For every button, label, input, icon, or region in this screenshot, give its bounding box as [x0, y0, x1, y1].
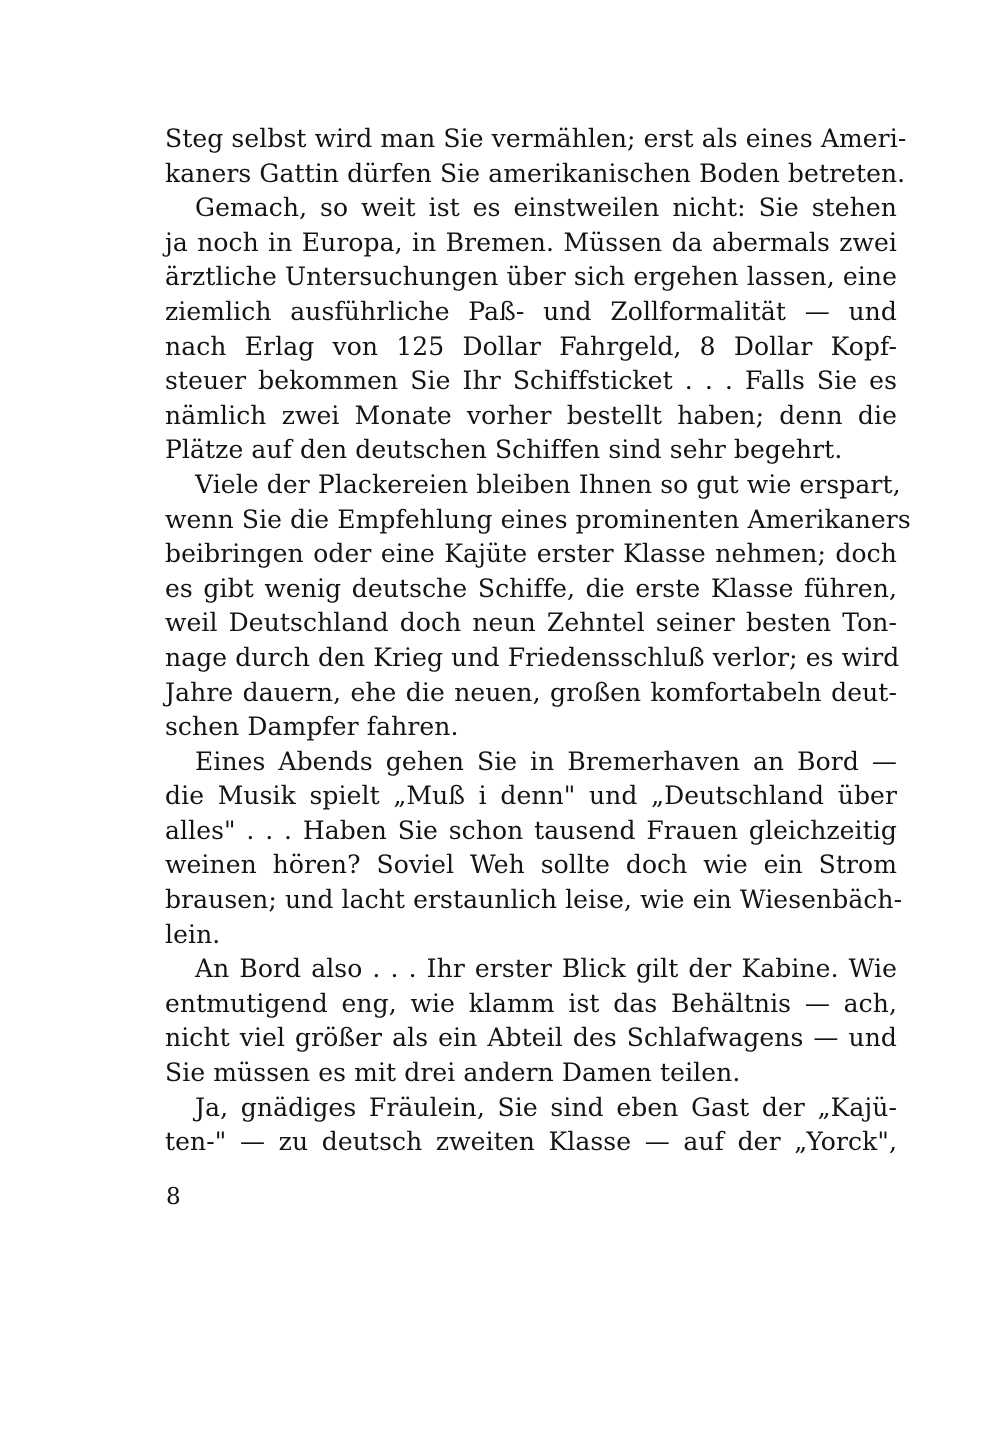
text-line: ziemlich ausführliche Paß- und Zollformalität — und	[165, 296, 897, 326]
paragraph	[165, 1091, 897, 1160]
paragraph	[165, 468, 911, 745]
text-line: Gemach, so weit ist es einstweilen nicht: Sie stehen	[195, 193, 897, 223]
text-line: nach Erlag von 125 Dollar Fahrgeld, 8 Dollar Kopf-	[165, 331, 897, 361]
paragraph	[165, 745, 903, 953]
text-line: weil Deutschland doch neun Zehntel seiner besten Ton-	[165, 608, 897, 638]
page-number: 8	[166, 1184, 181, 1210]
text-line: lein.	[165, 919, 221, 949]
text-line: beibringen oder eine Kajüte erster Klasse nehmen; doch	[165, 539, 897, 569]
text-line: nämlich zwei Monate vorher bestellt haben; denn die	[165, 400, 897, 430]
text-line: Jahre dauern, ehe die neuen, großen komfortabeln deut-	[165, 677, 897, 707]
body-text	[165, 122, 911, 1160]
text-line: ja noch in Europa, in Bremen. Müssen da abermals zwei	[165, 227, 897, 257]
text-line: brausen; und lacht erstaunlich leise, wie ein Wiesenbäch-	[165, 885, 903, 915]
text-line: ärztliche Untersuchungen über sich ergehen lassen, eine	[165, 262, 897, 292]
text-line: nicht viel größer als ein Abteil des Schlafwagens — und	[165, 1023, 897, 1053]
paragraph	[165, 122, 907, 191]
text-line: weinen hören? Soviel Weh sollte doch wie ein Strom	[165, 850, 897, 880]
text-line: kaners Gattin dürfen Sie amerikanischen Boden betreten.	[165, 158, 906, 188]
text-line: steuer bekommen Sie Ihr Schiffsticket . . . Falls Sie es	[165, 366, 897, 396]
text-line: Eines Abends gehen Sie in Bremerhaven an Bord —	[195, 746, 897, 776]
text-line: entmutigend eng, wie klamm ist das Behältnis — ach,	[165, 988, 897, 1018]
text-line: ten-" — zu deutsch zweiten Klasse — auf der „Yorck",	[165, 1127, 897, 1157]
text-line: nage durch den Krieg und Friedensschluß verlor; es wird	[165, 642, 900, 672]
text-line: Sie müssen es mit drei andern Damen teilen.	[165, 1058, 741, 1088]
text-line: es gibt wenig deutsche Schiffe, die erste Klasse führen,	[165, 573, 897, 603]
text-line: Plätze auf den deutschen Schiffen sind sehr begehrt.	[165, 435, 843, 465]
text-line: Ja, gnädiges Fräulein, Sie sind eben Gast der „Kajü-	[195, 1092, 897, 1122]
text-line: Steg selbst wird man Sie vermählen; erst als eines Ameri-	[165, 124, 907, 153]
paragraph	[165, 191, 897, 468]
text-line: alles" . . . Haben Sie schon tausend Frauen gleichzeitig	[165, 815, 897, 845]
text-line: Viele der Plackereien bleiben Ihnen so gut wie erspart,	[195, 469, 901, 499]
text-line: schen Dampfer fahren.	[165, 712, 459, 742]
text-line: An Bord also . . . Ihr erster Blick gilt der Kabine. Wie	[195, 954, 897, 984]
paragraph	[165, 952, 897, 1090]
text-line: die Musik spielt „Muß i denn" und „Deutschland über	[165, 781, 897, 811]
text-line: wenn Sie die Empfehlung eines prominenten Amerikaners	[165, 504, 911, 534]
